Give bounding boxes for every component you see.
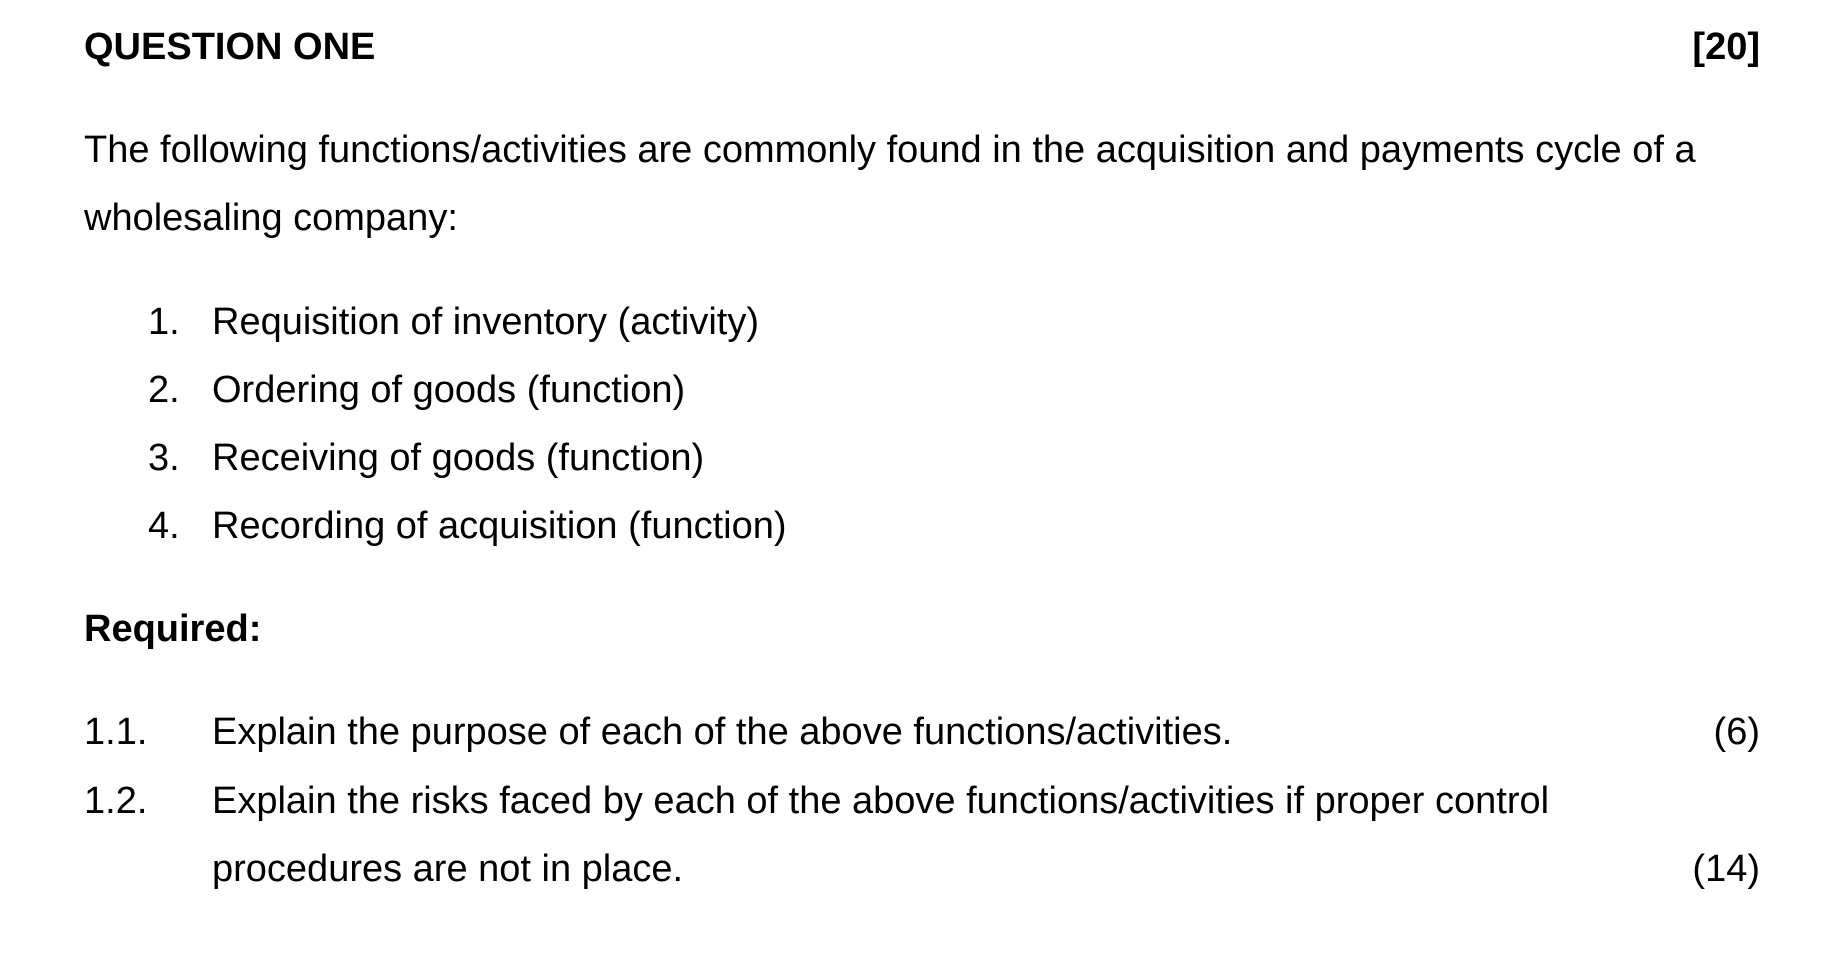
list-item-number: 2. <box>148 369 180 411</box>
intro-text-line-2: wholesaling company: <box>84 197 458 239</box>
list-item-number: 4. <box>148 505 180 547</box>
list-item-text: Receiving of goods (function) <box>212 437 705 479</box>
list-item-text: Requisition of inventory (activity) <box>212 301 759 343</box>
required-item-number: 1.1. <box>84 711 148 753</box>
required-item-1-2 <box>0 782 1844 832</box>
list-item-text: Recording of acquisition (function) <box>212 505 787 547</box>
list-item-number: 1. <box>148 301 180 343</box>
required-item-1-1 <box>0 713 1844 763</box>
list-item-text: Ordering of goods (function) <box>212 369 686 411</box>
required-item-marks: (14) <box>1692 848 1760 890</box>
required-item-number: 1.2. <box>84 780 148 822</box>
required-item-text-line-2: procedures are not in place. <box>212 848 684 890</box>
intro-text-line-1: The following functions/activities are commonly found in the acquisition and payments cycle of a <box>84 129 1696 171</box>
required-item-1-2-continuation <box>0 850 1844 900</box>
question-heading: QUESTION ONE <box>84 26 376 68</box>
required-item-marks: (6) <box>1713 711 1760 753</box>
list-item-number: 3. <box>148 437 180 479</box>
required-label: Required: <box>84 608 262 650</box>
total-marks: [20] <box>1692 26 1760 68</box>
required-item-text: Explain the purpose of each of the above functions/activities. <box>212 711 1233 753</box>
required-item-text-line-1: Explain the risks faced by each of the above functions/activities if proper control <box>212 780 1550 822</box>
